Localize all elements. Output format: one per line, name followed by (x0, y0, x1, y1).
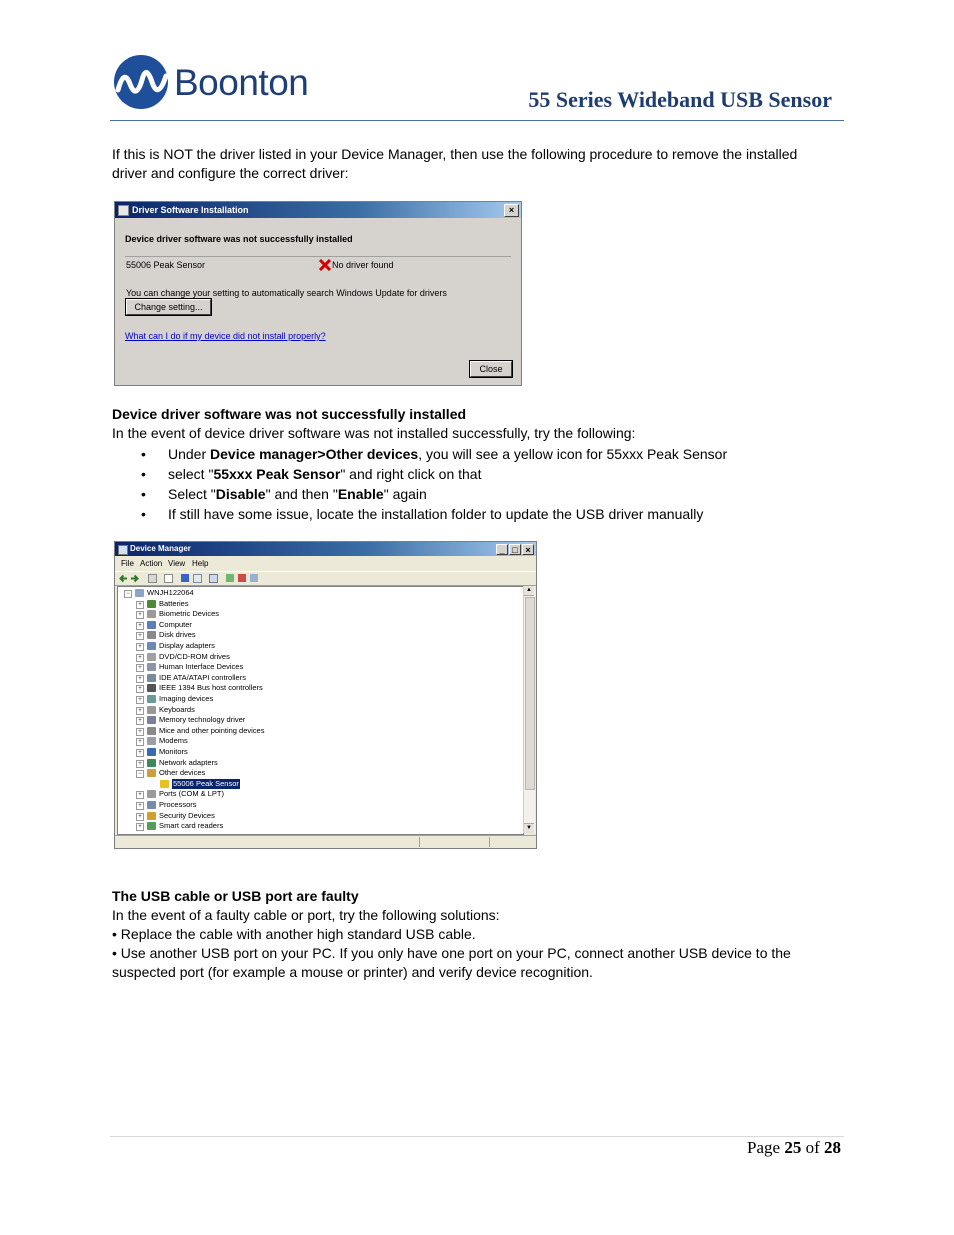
dm-toolbar (115, 571, 536, 586)
menu-help[interactable]: Help (192, 559, 209, 568)
boonton-wave-icon (112, 54, 174, 110)
menu-action[interactable]: Action (140, 559, 163, 568)
expand-icon[interactable]: + (136, 685, 144, 693)
forward-arrow-icon[interactable] (130, 574, 139, 583)
tree-node-label: Human Interface Devices (159, 662, 244, 672)
tree-node-label: Keyboards (159, 704, 195, 714)
logo-wordmark: Boonton (174, 62, 309, 103)
expand-icon[interactable]: + (136, 622, 144, 630)
tree-node-label: 55006 Peak Sensor (173, 778, 239, 788)
scan-hardware-icon[interactable] (209, 574, 218, 583)
window-icon (118, 205, 129, 216)
document-title: 55 Series Wideband USB Sensor (528, 87, 832, 112)
bullet-dot: • (141, 506, 146, 522)
menu-file[interactable]: File (121, 559, 134, 568)
bullet-text: " and then " (265, 486, 338, 502)
tree-node-label: IDE ATA/ATAPI controllers (159, 672, 246, 682)
bullet-bold: Device manager>Other devices (210, 446, 419, 462)
maximize-icon[interactable]: □ (509, 544, 521, 555)
up-folder-icon[interactable] (148, 574, 157, 583)
expand-icon[interactable]: + (136, 802, 144, 810)
bullet-item (141, 484, 841, 504)
menu-view[interactable]: View (168, 559, 186, 568)
tree-node-label: Modems (159, 736, 188, 746)
tree-node-label: Network adapters (159, 757, 218, 767)
bullet-text: Select " (168, 486, 216, 502)
computer-icon (135, 589, 144, 597)
dm-title: Device Manager (130, 544, 191, 553)
expand-icon[interactable]: + (136, 654, 144, 662)
tree-node-label: Ports (COM & LPT) (159, 789, 225, 799)
bullet-text: If still have some issue, locate the installation folder to update the USB driver manually (168, 506, 704, 522)
expand-icon[interactable]: + (136, 643, 144, 651)
scroll-down-icon[interactable]: ▼ (524, 823, 534, 833)
dm-title-bar (115, 542, 536, 556)
dialog-divider (125, 256, 511, 257)
section2-bullet-2-line-2: suspected port (for example a mouse or printer) and verify device recognition. (112, 964, 593, 980)
device-category-icon (147, 748, 156, 756)
window-icon (118, 545, 128, 555)
bullet-dot: • (141, 486, 146, 502)
bullet-item (141, 444, 841, 464)
close-icon[interactable]: × (504, 204, 519, 217)
properties-icon[interactable] (164, 574, 173, 583)
total-pages: 28 (824, 1138, 841, 1157)
tree-node-label: Processors (159, 800, 197, 809)
expand-icon[interactable]: + (136, 823, 144, 831)
device-category-icon (147, 822, 156, 830)
expand-icon[interactable]: + (136, 696, 144, 704)
dialog-heading: Device driver software was not successfully installed (125, 234, 353, 244)
bullet-bold: Disable (215, 486, 266, 502)
bullet-bold: 55xxx Peak Sensor (213, 466, 341, 482)
tree-node-label: Batteries (159, 598, 189, 608)
help-icon[interactable] (181, 574, 189, 582)
section1-heading: Device driver software was not successfully installed (112, 406, 467, 422)
change-setting-button[interactable]: Change setting... (126, 299, 211, 315)
tree-node-label: DVD/CD-ROM drives (159, 651, 230, 661)
expand-icon[interactable]: + (136, 760, 144, 768)
expand-icon[interactable]: + (136, 791, 144, 799)
help-link[interactable]: What can I do if my device did not install properly? (125, 331, 326, 341)
expand-icon[interactable]: + (136, 664, 144, 672)
bullet-item (141, 464, 841, 484)
intro-line-2: driver and configure the correct driver: (112, 165, 349, 181)
device-category-icon (147, 801, 156, 809)
vertical-scrollbar[interactable] (523, 586, 535, 833)
device-category-icon (147, 600, 156, 608)
device-category-icon (147, 737, 156, 745)
device-category-icon (147, 812, 156, 820)
tree-node-label: IEEE 1394 Bus host controllers (159, 683, 263, 693)
update-driver-icon[interactable] (226, 574, 234, 582)
close-button[interactable]: Close (470, 361, 512, 377)
error-x-icon (319, 259, 331, 271)
driver-status: No driver found (332, 260, 394, 270)
device-category-icon (147, 684, 156, 692)
tree-node-label: WNJH122064 (147, 588, 194, 597)
view-icon[interactable] (193, 574, 202, 583)
device-category-icon (147, 706, 156, 714)
bullet-text: " again (383, 486, 427, 502)
status-divider (489, 837, 490, 847)
page-label: Page (747, 1138, 785, 1157)
bullet-item (141, 504, 841, 524)
dm-status-bar (115, 835, 536, 848)
warning-device-icon (160, 780, 169, 788)
close-icon[interactable]: × (522, 544, 534, 555)
device-category-icon (147, 663, 156, 671)
device-category-icon (147, 642, 156, 650)
device-category-icon (147, 631, 156, 639)
device-category-icon (147, 716, 156, 724)
device-category-icon (147, 790, 156, 798)
bullet-dot: • (141, 446, 146, 462)
bullet-dot: • (141, 466, 146, 482)
expand-icon[interactable]: + (136, 813, 144, 821)
section1-bullets (141, 444, 841, 524)
current-page: 25 (784, 1138, 802, 1157)
dialog-hint: You can change your setting to automatically search Windows Update for drivers (126, 288, 447, 298)
footer-divider (110, 1136, 844, 1137)
section2-heading: The USB cable or USB port are faulty (112, 888, 359, 904)
bullet-text: Under (168, 446, 211, 462)
expand-icon[interactable]: + (136, 738, 144, 746)
intro-line-1: If this is NOT the driver listed in your Device Manager, then use the following procedure to remove the installed (112, 146, 798, 162)
bullet-text: " and right click on that (340, 466, 482, 482)
collapse-icon[interactable]: − (124, 590, 132, 598)
device-category-icon (147, 727, 156, 735)
collapse-icon[interactable]: − (136, 770, 144, 778)
section2-intro: In the event of a faulty cable or port, try the following solutions: (112, 907, 500, 923)
of-label: of (801, 1138, 824, 1157)
section2-bullet-2-line-1: • Use another USB port on your PC. If you only have one port on your PC, connect another USB device to the (112, 945, 791, 961)
tree-node-label: Computer (159, 619, 192, 629)
driver-install-dialog (114, 201, 522, 386)
header-divider (110, 120, 844, 121)
tree-node-label: Display adapters (159, 641, 215, 650)
expand-icon[interactable]: + (136, 717, 144, 725)
device-category-icon (147, 653, 156, 661)
scroll-up-icon[interactable]: ▲ (524, 586, 534, 596)
device-category-icon (147, 610, 156, 618)
tree-node-label: Monitors (159, 747, 188, 756)
back-arrow-icon[interactable] (119, 574, 128, 583)
uninstall-icon[interactable] (238, 574, 246, 582)
expand-icon[interactable]: + (136, 611, 144, 619)
tree-node-label: Imaging devices (159, 694, 214, 703)
tree-node-label: Mice and other pointing devices (159, 725, 265, 735)
section2-bullet-1: • Replace the cable with another high standard USB cable. (112, 926, 476, 942)
status-divider (419, 837, 420, 847)
expand-icon[interactable]: + (136, 675, 144, 683)
minimize-icon[interactable]: _ (496, 544, 508, 555)
tree-node-label: Biometric Devices (159, 609, 220, 619)
scroll-thumb[interactable] (525, 597, 535, 790)
page-number (747, 1138, 841, 1158)
device-category-icon (147, 695, 156, 703)
intro-paragraph (112, 145, 832, 183)
device-category-icon (147, 621, 156, 629)
bullet-text: , you will see a yellow icon for 55xxx Peak Sensor (418, 446, 728, 462)
device-category-icon (147, 769, 156, 777)
dialog-title: Driver Software Installation (132, 205, 249, 215)
tree-node-label: Disk drives (159, 630, 196, 640)
dialog-title-bar (115, 202, 521, 218)
expand-icon[interactable]: + (136, 707, 144, 715)
expand-icon[interactable]: + (136, 728, 144, 736)
device-category-icon (147, 759, 156, 767)
tree-node-label: Security Devices (159, 810, 215, 820)
device-tree (117, 586, 524, 835)
expand-icon[interactable]: + (136, 632, 144, 640)
bullet-bold: Enable (337, 486, 384, 502)
disable-icon[interactable] (250, 574, 258, 582)
tree-node-label: Other devices (159, 768, 206, 778)
device-manager-window (114, 541, 537, 849)
expand-icon[interactable]: + (136, 749, 144, 757)
tree-node-label: Smart card readers (159, 821, 224, 831)
expand-icon[interactable]: + (136, 601, 144, 609)
section2-bullet-2 (112, 944, 832, 982)
device-name: 55006 Peak Sensor (126, 260, 206, 270)
section1-intro: In the event of device driver software was not installed successfully, try the following: (112, 425, 636, 441)
bullet-text: select " (168, 466, 214, 482)
tree-node-label: Memory technology driver (159, 715, 246, 725)
device-category-icon (147, 674, 156, 682)
